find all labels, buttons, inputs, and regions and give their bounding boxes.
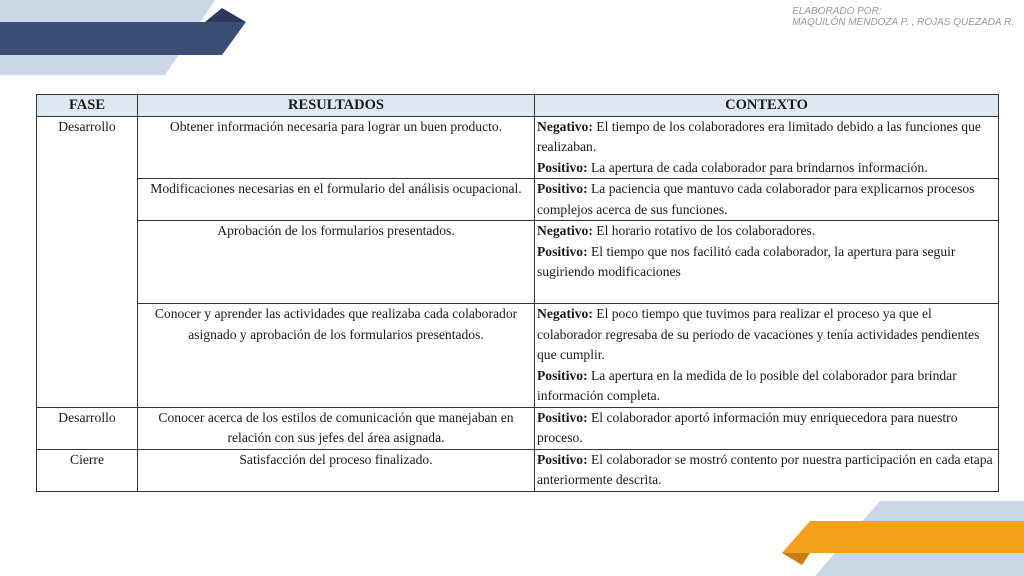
context-label: Positivo: <box>537 409 588 425</box>
fase-cell <box>37 304 138 408</box>
navy-fold <box>205 8 246 22</box>
context-text: La apertura en la medida de lo posible del colaborador para brindar información completa. <box>537 367 957 403</box>
context-label: Negativo: <box>537 306 593 321</box>
results-table <box>36 94 999 492</box>
table-row <box>37 407 999 449</box>
context-label: Positivo: <box>537 181 588 196</box>
table-row <box>37 221 999 304</box>
navy-stripe <box>0 22 246 55</box>
header-resultados: RESULTADOS <box>138 95 535 117</box>
contexto-cell <box>535 449 999 491</box>
fase-cell <box>37 179 138 221</box>
context-line <box>537 221 996 242</box>
credits <box>792 6 1014 28</box>
context-text: La apertura de cada colaborador para brindarnos información. <box>587 159 928 175</box>
context-label: Positivo: <box>537 243 588 259</box>
context-label: Positivo: <box>537 451 588 467</box>
context-text: El colaborador se mostró contento por nuestra participación en cada etapa anteriormente descrita. <box>537 451 993 487</box>
header-contexto: CONTEXTO <box>535 95 999 117</box>
fase-cell: Desarrollo <box>37 407 138 449</box>
context-line <box>537 117 996 158</box>
resultado-cell: Satisfacción del proceso finalizado. <box>138 449 535 491</box>
resultado-cell: Conocer acerca de los estilos de comunicación que manejaban en relación con sus jefes del área asignada. <box>138 407 535 449</box>
credit-line-2: MAQUILÓN MENDOZA P. , ROJAS QUEZADA R. <box>792 17 1014 28</box>
resultado-cell: Aprobación de los formularios presentados. <box>138 221 535 304</box>
header-fase: FASE <box>37 95 138 117</box>
bottom-right-banner <box>770 495 1024 576</box>
contexto-cell <box>535 407 999 449</box>
contexto-cell <box>535 179 999 221</box>
context-label: Negativo: <box>537 223 593 238</box>
context-text: El poco tiempo que tuvimos para realizar el proceso ya que el colaborador regresaba de su periodo de vacaciones y tenía actividades pendientes que cumplir. <box>537 306 980 362</box>
context-text: El tiempo que nos facilitó cada colaborador, la apertura para seguir sugiriendo modificaciones <box>537 243 956 279</box>
contexto-cell <box>535 304 999 408</box>
context-line <box>537 179 996 220</box>
table-row <box>37 179 999 221</box>
context-text: El colaborador aportó información muy enriquecedora para nuestro proceso. <box>537 409 958 445</box>
context-text: El horario rotativo de los colaboradores. <box>592 223 816 238</box>
context-text: La paciencia que mantuvo cada colaborador para explicarnos procesos complejos acerca de sus funciones. <box>537 181 975 217</box>
credit-line-1: ELABORADO POR: <box>792 6 882 17</box>
resultado-cell: Obtener información necesaria para lograr un buen producto. <box>138 116 535 179</box>
context-line <box>537 158 996 179</box>
contexto-cell <box>535 221 999 304</box>
top-left-banner <box>0 0 250 80</box>
fase-cell <box>37 221 138 304</box>
context-line <box>537 242 996 283</box>
orange-fold <box>782 553 810 565</box>
fase-cell: Desarrollo <box>37 116 138 179</box>
fase-cell: Cierre <box>37 449 138 491</box>
context-line <box>537 366 996 407</box>
table-row <box>37 304 999 408</box>
orange-stripe <box>782 521 1024 553</box>
context-label: Negativo: <box>537 118 593 134</box>
context-text: El tiempo de los colaboradores era limitado debido a las funciones que realizaban. <box>537 118 981 154</box>
context-line <box>537 304 996 366</box>
resultado-cell: Modificaciones necesarias en el formulario del análisis ocupacional. <box>138 179 535 221</box>
context-label: Positivo: <box>537 367 588 383</box>
table-row <box>37 449 999 491</box>
table-row <box>37 116 999 179</box>
context-line <box>537 450 996 491</box>
resultado-cell: Conocer y aprender las actividades que realizaba cada colaborador asignado y aprobación de los formularios presentados. <box>138 304 535 408</box>
contexto-cell <box>535 116 999 179</box>
table-header-row <box>37 95 999 117</box>
context-label: Positivo: <box>537 159 588 175</box>
context-line <box>537 408 996 449</box>
